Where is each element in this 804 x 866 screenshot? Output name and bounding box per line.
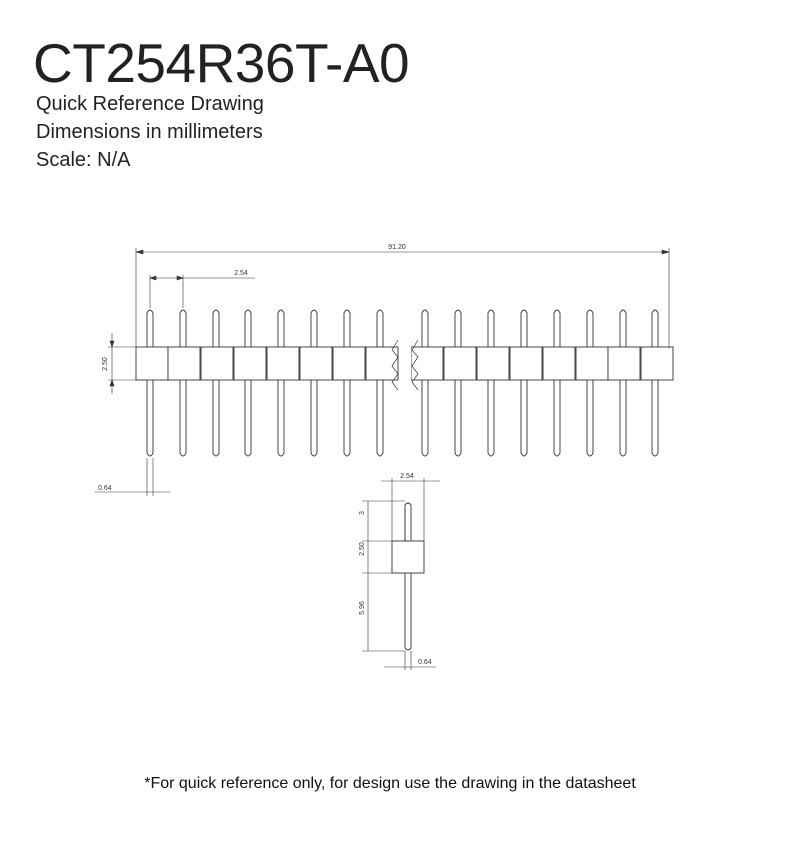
header-body-segment xyxy=(168,347,200,380)
header-pin xyxy=(587,310,593,456)
header-pin xyxy=(213,310,219,456)
header-pin xyxy=(311,310,317,456)
side-pitch-label: 2.54 xyxy=(400,473,414,480)
header-body-segment xyxy=(411,347,443,380)
header-body-segment xyxy=(444,347,476,380)
header-body-segment xyxy=(641,347,673,380)
side-view xyxy=(362,478,440,670)
overall-length-label: 91.20 xyxy=(388,244,406,251)
header-body-segment xyxy=(300,347,332,380)
header-pin xyxy=(422,310,428,456)
side-pin-width-label: 0.64 xyxy=(418,659,432,666)
header-pin xyxy=(377,310,383,456)
header-body-segment xyxy=(136,347,168,380)
bottom-pin-label: 5.96 xyxy=(359,601,366,615)
footer-note: *For quick reference only, for design use the drawing in the datasheet xyxy=(144,775,636,792)
units-label: Dimensions in millimeters xyxy=(36,121,263,143)
part-number-title: CT254R36T-A0 xyxy=(33,32,410,94)
header-pin xyxy=(245,310,251,456)
top-pin-label: 3 xyxy=(359,511,366,515)
header-body-segment xyxy=(267,347,299,380)
header-body-segment xyxy=(201,347,233,380)
header-pin xyxy=(488,310,494,456)
header-body-segment xyxy=(576,347,608,380)
break-gap xyxy=(399,344,411,384)
pitch-label: 2.54 xyxy=(234,270,248,277)
side-view-body xyxy=(392,541,424,573)
header-body-segment xyxy=(543,347,575,380)
header-pin xyxy=(180,310,186,456)
header-body-segment xyxy=(333,347,365,380)
side-view-pin xyxy=(405,503,411,650)
header-pin xyxy=(652,310,658,456)
header-pin xyxy=(521,310,527,456)
drawing-type-label: Quick Reference Drawing xyxy=(36,93,264,115)
header-pin xyxy=(344,310,350,456)
pin-width-label: 0.64 xyxy=(98,485,112,492)
header-pin xyxy=(147,310,153,456)
body-height-label: 2.50 xyxy=(102,357,109,371)
header-body-segment xyxy=(510,347,542,380)
front-view xyxy=(136,310,673,456)
header-body-segment xyxy=(366,347,398,380)
header-pin xyxy=(455,310,461,456)
scale-label: Scale: N/A xyxy=(36,149,131,171)
header-pin xyxy=(554,310,560,456)
header-pin xyxy=(620,310,626,456)
header-body-segment xyxy=(477,347,509,380)
header-body-segment xyxy=(234,347,266,380)
header-body-segment xyxy=(608,347,640,380)
header-pin xyxy=(278,310,284,456)
side-body-label: 2.50 xyxy=(359,542,366,556)
